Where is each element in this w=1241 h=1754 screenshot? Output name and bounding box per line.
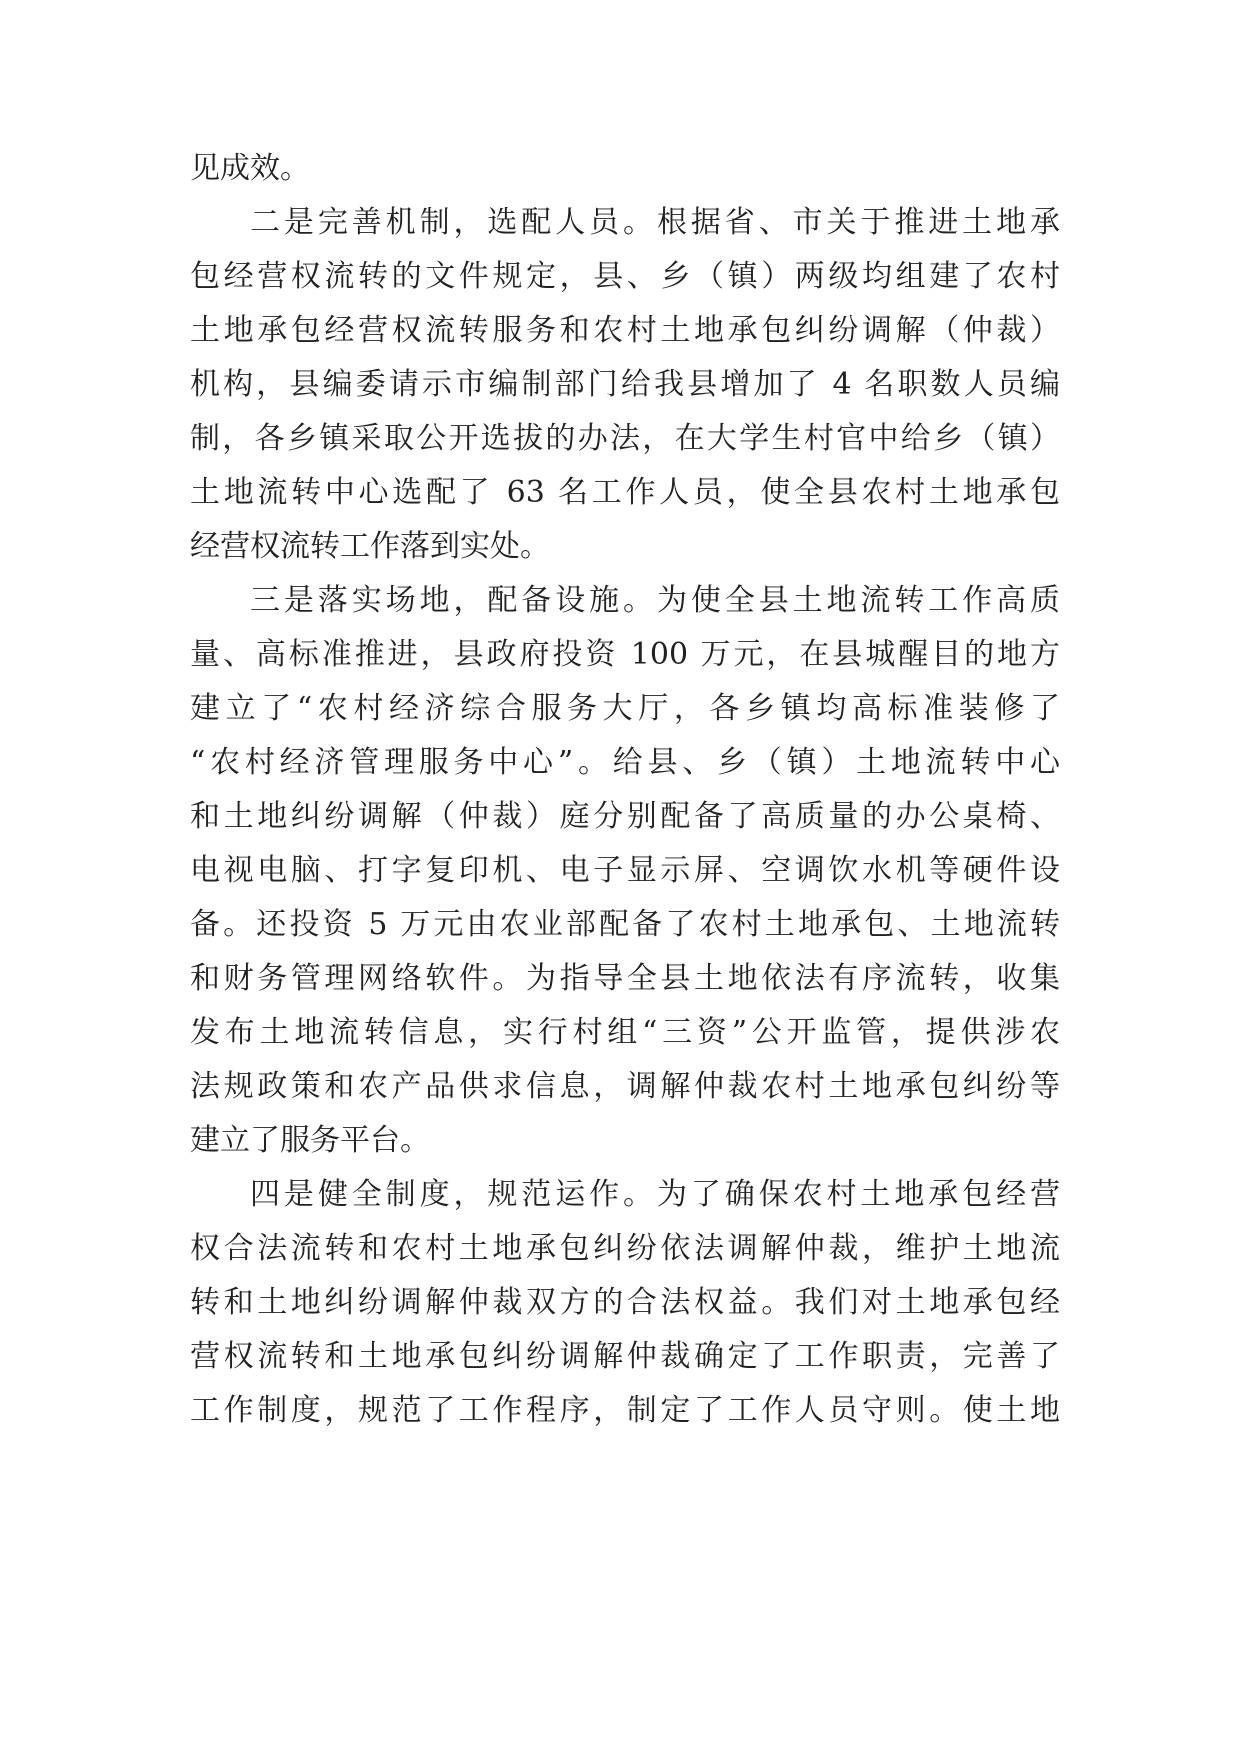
text-line: 发布土地流转信息，实行村组“三资”公开监管，提供涉农 — [190, 1015, 1060, 1050]
text-line: 包经营权流转的文件规定，县、乡（镇）两级均组建了农村 — [190, 259, 1060, 294]
text-line: 电视电脑、打字复印机、电子显示屏、空调饮水机等硬件设 — [190, 853, 1060, 888]
text-line: 四是健全制度，规范运作。为了确保农村土地承包经营 — [250, 1177, 1060, 1212]
text-line: 和土地纠纷调解（仲裁）庭分别配备了高质量的办公桌椅、 — [190, 799, 1060, 834]
text-line: 三是落实场地，配备设施。为使全县土地流转工作高质 — [250, 583, 1060, 618]
text-line: 建立了“农村经济综合服务大厅，各乡镇均高标准装修了 — [190, 691, 1060, 726]
text-line: 和财务管理网络软件。为指导全县土地依法有序流转，收集 — [190, 961, 1060, 996]
text-line: 建立了服务平台。 — [190, 1123, 430, 1158]
text-line: 土地承包经营权流转服务和农村土地承包纠纷调解（仲裁） — [190, 313, 1060, 348]
text-line: 二是完善机制，选配人员。根据省、市关于推进土地承 — [250, 205, 1060, 240]
text-line: 营权流转和土地承包纠纷调解仲裁确定了工作职责，完善了 — [190, 1339, 1060, 1374]
text-line: 转和土地纠纷调解仲裁双方的合法权益。我们对土地承包经 — [190, 1285, 1060, 1320]
text-line: 土地流转中心选配了 63 名工作人员，使全县农村土地承包 — [190, 475, 1060, 510]
text-line: 制，各乡镇采取公开选拔的办法，在大学生村官中给乡（镇） — [190, 421, 1060, 456]
text-line: 机构，县编委请示市编制部门给我县增加了 4 名职数人员编 — [190, 367, 1060, 402]
text-line: 见成效。 — [190, 151, 310, 186]
text-line: 量、高标准推进，县政府投资 100 万元，在县城醒目的地方 — [190, 637, 1060, 672]
text-line: 经营权流转工作落到实处。 — [190, 529, 550, 564]
text-line: 法规政策和农产品供求信息，调解仲裁农村土地承包纠纷等 — [190, 1069, 1060, 1104]
text-line: 权合法流转和农村土地承包纠纷依法调解仲裁，维护土地流 — [190, 1231, 1060, 1266]
text-line: 备。还投资 5 万元由农业部配备了农村土地承包、土地流转 — [190, 907, 1060, 942]
text-line: 工作制度，规范了工作程序，制定了工作人员守则。使土地 — [190, 1393, 1060, 1428]
text-line: “农村经济管理服务中心”。给县、乡（镇）土地流转中心 — [190, 745, 1060, 780]
